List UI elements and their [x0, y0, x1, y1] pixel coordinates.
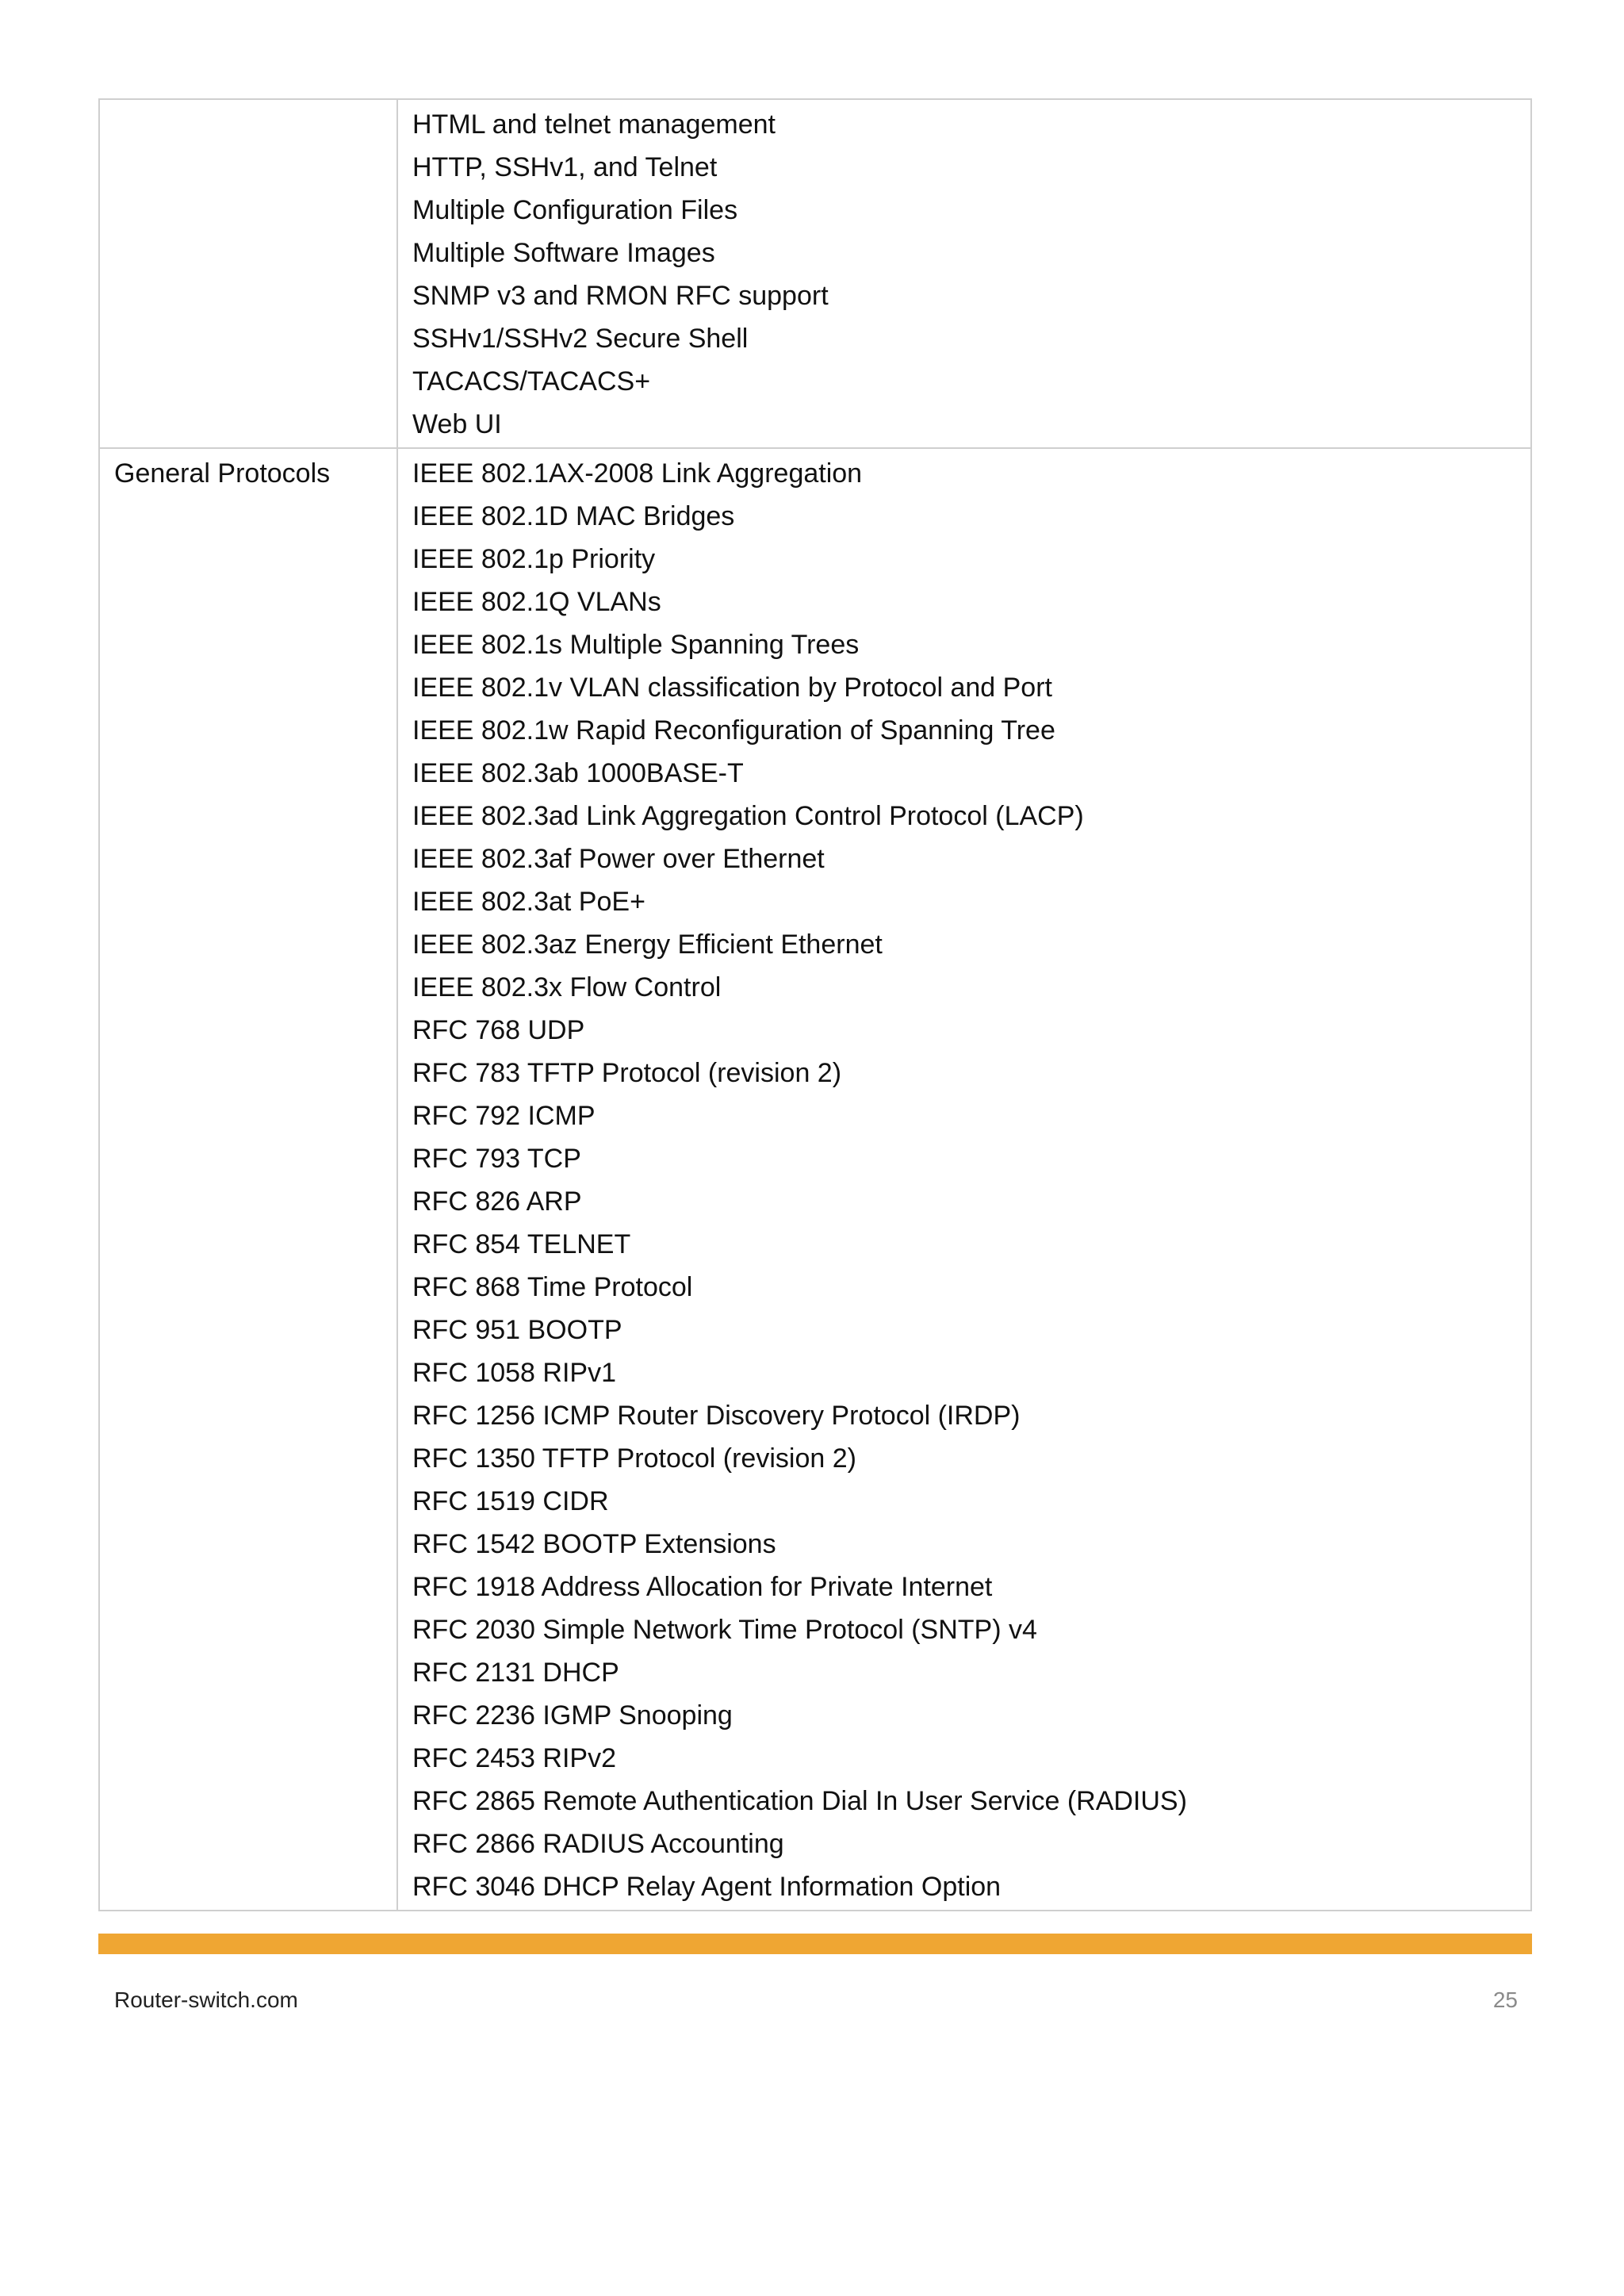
- list-item: RFC 2453 RIPv2: [412, 1743, 616, 1773]
- list-item: HTML and telnet management: [412, 109, 776, 140]
- list-item: RFC 854 TELNET: [412, 1229, 631, 1259]
- row-label: [100, 100, 396, 103]
- footer-accent-bar: [98, 1934, 1532, 1954]
- list-item: RFC 2030 Simple Network Time Protocol (SNTP) v4: [412, 1615, 1037, 1645]
- list-item: IEEE 802.1v VLAN classification by Protocol and Port: [412, 673, 1052, 703]
- general-protocols-item-list: [398, 449, 1530, 1910]
- list-item: IEEE 802.3x Flow Control: [412, 972, 722, 1002]
- page-number: 25: [1492, 1987, 1518, 2012]
- list-item: RFC 1918 Address Allocation for Private Internet: [412, 1572, 993, 1602]
- specifications-table: [98, 98, 1532, 1911]
- list-item: RFC 1350 TFTP Protocol (revision 2): [412, 1443, 856, 1474]
- list-item: RFC 1256 ICMP Router Discovery Protocol (IRDP): [412, 1401, 1021, 1431]
- row-items-cell: [397, 99, 1531, 448]
- list-item: RFC 2866 RADIUS Accounting: [412, 1829, 784, 1859]
- list-item: IEEE 802.1w Rapid Reconfiguration of Spanning Tree: [412, 715, 1055, 746]
- list-item: IEEE 802.3af Power over Ethernet: [412, 844, 825, 874]
- list-item: IEEE 802.3ad Link Aggregation Control Protocol (LACP): [412, 801, 1084, 831]
- management-item-list: [398, 100, 1530, 447]
- table-row: [99, 448, 1531, 1911]
- list-item: IEEE 802.1Q VLANs: [412, 587, 661, 617]
- list-item: RFC 2865 Remote Authentication Dial In User Service (RADIUS): [412, 1786, 1187, 1816]
- table-row: [99, 99, 1531, 448]
- list-item: SNMP v3 and RMON RFC support: [412, 281, 829, 311]
- list-item: RFC 793 TCP: [412, 1144, 581, 1174]
- list-item: RFC 868 Time Protocol: [412, 1272, 693, 1302]
- list-item: IEEE 802.3at PoE+: [412, 887, 645, 917]
- list-item: RFC 768 UDP: [412, 1015, 585, 1045]
- list-item: RFC 792 ICMP: [412, 1101, 596, 1131]
- row-label-cell: [99, 448, 397, 1911]
- footer-site-name: Router-switch.com: [114, 1987, 298, 2012]
- list-item: RFC 1519 CIDR: [412, 1486, 609, 1516]
- list-item: RFC 1542 BOOTP Extensions: [412, 1529, 776, 1559]
- list-item: RFC 3046 DHCP Relay Agent Information Option: [412, 1872, 1002, 1902]
- list-item: Multiple Software Images: [412, 238, 715, 268]
- list-item: IEEE 802.1AX-2008 Link Aggregation: [412, 458, 863, 489]
- list-item: RFC 783 TFTP Protocol (revision 2): [412, 1058, 842, 1088]
- row-items-cell: [397, 448, 1531, 1911]
- list-item: RFC 2236 IGMP Snooping: [412, 1700, 733, 1731]
- list-item: HTTP, SSHv1, and Telnet: [412, 152, 718, 182]
- list-item: Multiple Configuration Files: [412, 195, 738, 225]
- list-item: RFC 2131 DHCP: [412, 1658, 619, 1688]
- list-item: IEEE 802.3az Energy Efficient Ethernet: [412, 930, 883, 960]
- row-label-cell: [99, 99, 397, 448]
- list-item: IEEE 802.1s Multiple Spanning Trees: [412, 630, 860, 660]
- row-label-general-protocols: General Protocols: [114, 458, 331, 489]
- list-item: IEEE 802.1p Priority: [412, 544, 656, 574]
- list-item: Web UI: [412, 409, 502, 439]
- list-item: RFC 1058 RIPv1: [412, 1358, 616, 1388]
- list-item: IEEE 802.1D MAC Bridges: [412, 501, 735, 531]
- list-item: IEEE 802.3ab 1000BASE-T: [412, 758, 744, 788]
- list-item: RFC 826 ARP: [412, 1186, 582, 1217]
- list-item: SSHv1/SSHv2 Secure Shell: [412, 324, 749, 354]
- list-item: RFC 951 BOOTP: [412, 1315, 622, 1345]
- list-item: TACACS/TACACS+: [412, 366, 651, 397]
